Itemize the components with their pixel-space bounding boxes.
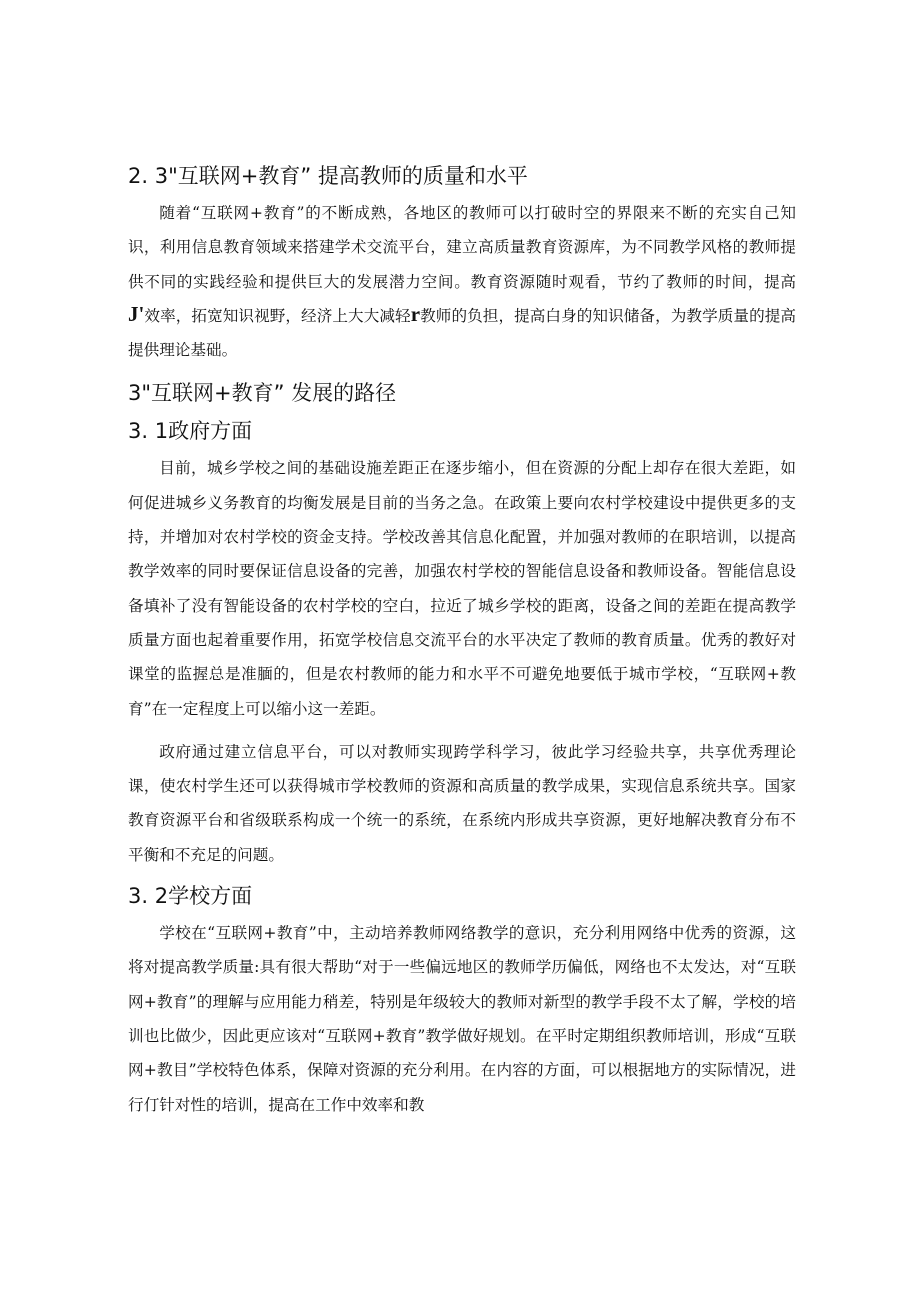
section-2-3-text-part-2: 效率，拓宽知识视野，经济上大大减轻 (144, 306, 411, 325)
section-3-1-heading: 3. 1政府方面 (128, 419, 253, 444)
section-2-3-text-part-1: 随着“互联网+教育”的不断成熟，各地区的教师可以打破时空的界限来不断的充实自己知识，利用信息教育领域来搭建学术交流平台，建立高质量教育资源库，为不同教学风格的教师提供不同的实践经验和提供巨大的发展潜力空间。教育资源随时观看，节约了教师的时间，提高 (128, 204, 796, 291)
section-3-2-heading: 3. 2学校方面 (128, 884, 253, 909)
section-2-3-heading: 2. 3"互联网+教育” 提高教师的质量和水平 (128, 164, 528, 188)
section-2-3-text-part-3: 教师的负担，提高白身的知识储备，为教学质量的提高提供理论基础。 (128, 306, 796, 360)
ocr-glyph-2: r (410, 301, 421, 326)
document-page (128, 158, 796, 1122)
ocr-glyph-1: J' (128, 301, 145, 326)
section-3-2-paragraph-1: 学校在“互联网+教育”中，主动培养教师网络教学的意识，充分利用网络中优秀的资源，这将对提高教学质量:具有很大帮助“对于一些偏远地区的教师学历偏低，网络也不太发达，对“互联网+教育”的理解与应用能力稍差，特别是年级较大的教师对新型的教学手段不太了解，学校的培训也比做少，因此更应该对“互联网+教育”教学做好规划。在平时定期组织教师培训，形成“互联网+教目”学校特色体系，保障对资源的充分利用。在内容的方面，可以根据地方的实际情况，进行仃针对性的培训，提高在工作中效率和教 (128, 924, 796, 1114)
section-2-3-paragraph (128, 196, 796, 367)
section-3-heading: 3"互联网+教育” 发展的路径 (128, 381, 397, 406)
section-3-1-paragraph-1: 目前，城乡学校之间的基础设施差距正在逐步缩小，但在资源的分配上却存在很大差距，如何促进城乡义务教育的均衡发展是目前的当务之急。在政策上要向农村学校建设中提供更多的支持，并增加对农村学校的资金支持。学校改善其信息化配置，并加强对教师的在职培训，以提高教学效率的同时要保证信息设备的完善，加强农村学校的智能信息设备和教师设备。智能信息设备填补了没有智能设备的农村学校的空白，拉近了城乡学校的距离，设备之间的差距在提高教学质量方面也起着重要作用，拓宽学校信息交流平台的水平决定了教师的教育质量。优秀的教好对课堂的监握总是准腼的，但是农村教师的能力和水平不可避免地要低于城市学校，“互联网+教育”在一定程度上可以缩小这一差距。 (128, 459, 796, 718)
section-3-1-paragraph-2: 政府通过建立信息平台，可以对教师实现跨学科学习，彼此学习经验共享，共享优秀理论课，使农村学生还可以获得城市学校教师的资源和高质量的教学成果，实现信息系统共享。国家教育资源平台和省级联系构成一个统一的系统，在系统内形成共享资源，更好地解决教育分布不平衡和不充足的问题。 (128, 742, 796, 864)
